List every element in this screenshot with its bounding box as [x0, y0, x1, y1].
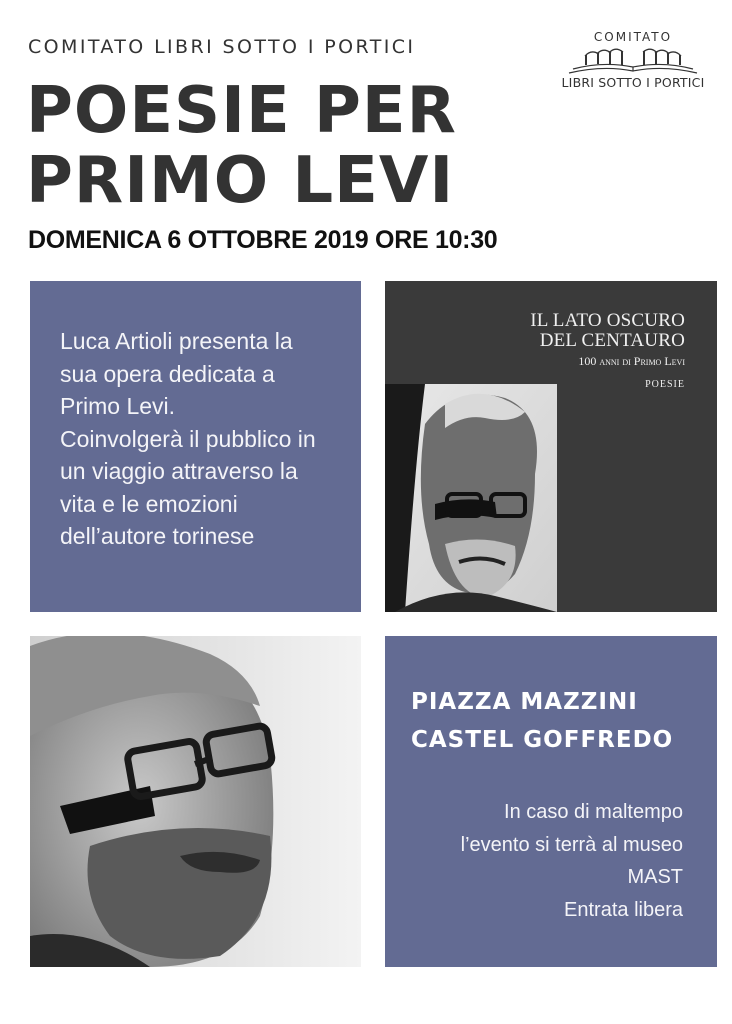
event-date: DOMENICA 6 OTTOBRE 2019 ORE 10:30 [28, 226, 498, 254]
description-line: Coinvolgerà il pubblico in [60, 425, 316, 452]
venue-name [411, 683, 673, 759]
logo-text-bottom: LIBRI SOTTO I PORTICI [561, 75, 705, 90]
author-photo-cover [385, 384, 557, 612]
event-title-line-1: POESIE PER [26, 74, 457, 148]
description-panel [30, 281, 361, 612]
logo-text-top: COMITATO [593, 30, 673, 44]
description-line: un viaggio attraverso la [60, 458, 298, 484]
book-subtitle: 100 anni di Primo Levi [578, 354, 685, 368]
venue-note: MAST [627, 866, 683, 888]
book-genre: POESIE [645, 379, 685, 390]
book-cover-text [530, 311, 685, 390]
venue-note: In caso di maltempo [504, 801, 683, 823]
description-line: Primo Levi. [60, 393, 176, 419]
organizer-name: COMITATO LIBRI SOTTO I PORTICI [28, 36, 416, 58]
description-line: Luca Artioli presenta la [60, 328, 293, 354]
author-portrait-photo [30, 636, 361, 967]
venue-note: Entrata libera [564, 898, 683, 921]
event-title-line-2: PRIMO LEVI [26, 144, 455, 218]
book-title-line-2: DEL CENTAURO [539, 330, 685, 351]
open-book-arcade-icon [563, 45, 703, 75]
event-title [26, 76, 457, 216]
venue-note: l’evento si terrà al museo [460, 833, 683, 856]
organizer-logo [556, 30, 710, 100]
venue-line-1: PIAZZA MAZZINI [411, 689, 638, 715]
book-cover [385, 281, 717, 612]
venue-line-2: CASTEL GOFFREDO [411, 727, 674, 753]
description-line: dell’autore torinese [60, 523, 255, 549]
description-text [60, 325, 350, 553]
venue-notes [461, 796, 683, 926]
book-title-line-1: IL LATO OSCURO [530, 310, 685, 331]
author-portrait-image [30, 636, 361, 967]
venue-panel [385, 636, 717, 967]
description-line: vita e le emozioni [60, 490, 238, 517]
description-line: sua opera dedicata a [60, 360, 275, 387]
